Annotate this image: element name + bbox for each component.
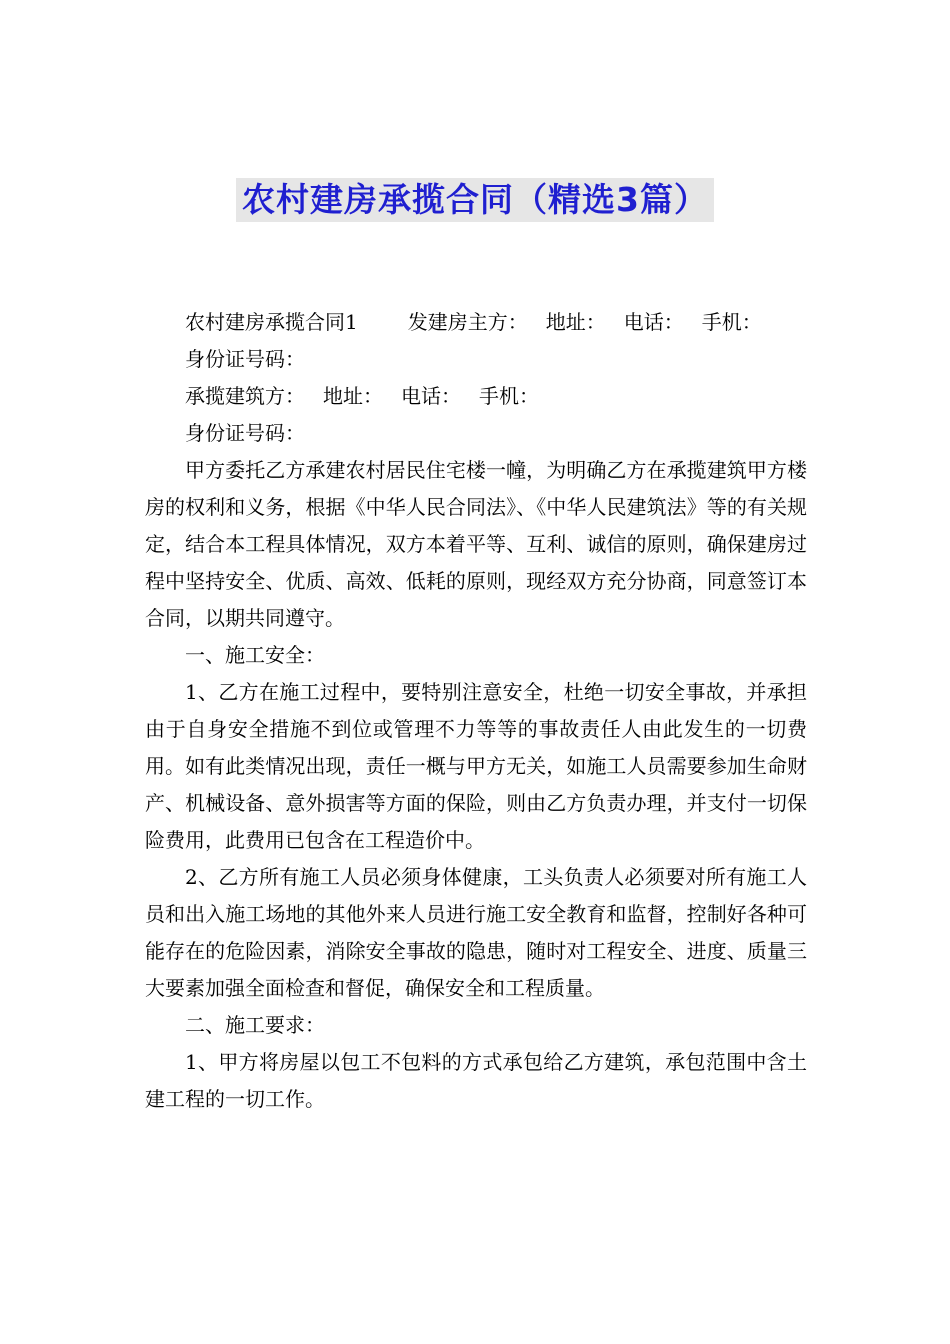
party-b-mobile-label: 手机： (479, 384, 539, 408)
section2-item1: 1、甲方将房屋以包工不包料的方式承包给乙方建筑，承包范围中含土建工程的一切工作。 (145, 1050, 807, 1111)
party-b-id-label: 身份证号码： (185, 421, 305, 445)
party-b-phone-label: 电话： (401, 384, 461, 408)
party-b-address-label: 地址： (323, 384, 383, 408)
section1-item2: 2、乙方所有施工人员必须身体健康，工头负责人必须要对所有施工人员和出入施工场地的其他外来人员进行施工安全教育和监督，控制好各种可能存在的危险因素，消除安全事故的隐患，随时对工程安全、进度、质量三大要素加强全面检查和督促，确保安全和工程质量。 (145, 865, 807, 1000)
party-a-id-label: 身份证号码： (185, 347, 305, 371)
document-body (145, 304, 807, 1118)
document-title: 农村建房承揽合同（精选3篇） (236, 178, 714, 222)
section1-item1: 1、乙方在施工过程中，要特别注意安全，杜绝一切安全事故，并承担由于自身安全措施不到位或管理不力等等的事故责任人由此发生的一切费用。如有此类情况出现，责任一概与甲方无关，如施工人员需要参加生命财产、机械设备、意外损害等方面的保险，则由乙方负责办理，并支付一切保险费用，此费用已包含在工程造价中。 (145, 680, 807, 852)
party-a-mobile-label: 手机： (701, 310, 762, 334)
header-line (145, 304, 807, 341)
party-a-phone-label: 电话： (623, 310, 684, 334)
section2-heading: 二、施工要求： (185, 1013, 325, 1037)
party-b-line (145, 378, 807, 415)
party-a-label: 发建房主方： (407, 310, 528, 334)
section1-heading: 一、施工安全： (185, 643, 325, 667)
contract-number: 农村建房承揽合同1 (185, 310, 358, 334)
intro-paragraph: 甲方委托乙方承建农村居民住宅楼一幢，为明确乙方在承揽建筑甲方楼房的权利和义务，根据《中华人民合同法》、《中华人民建筑法》等的有关规定，结合本工程具体情况，双方本着平等、互利、诚信的原则，确保建房过程中坚持安全、优质、高效、低耗的原则，现经双方充分协商，同意签订本合同，以期共同遵守。 (145, 458, 807, 630)
party-b-label: 承揽建筑方： (185, 384, 305, 408)
title-container (0, 178, 950, 222)
party-a-address-label: 地址： (545, 310, 606, 334)
